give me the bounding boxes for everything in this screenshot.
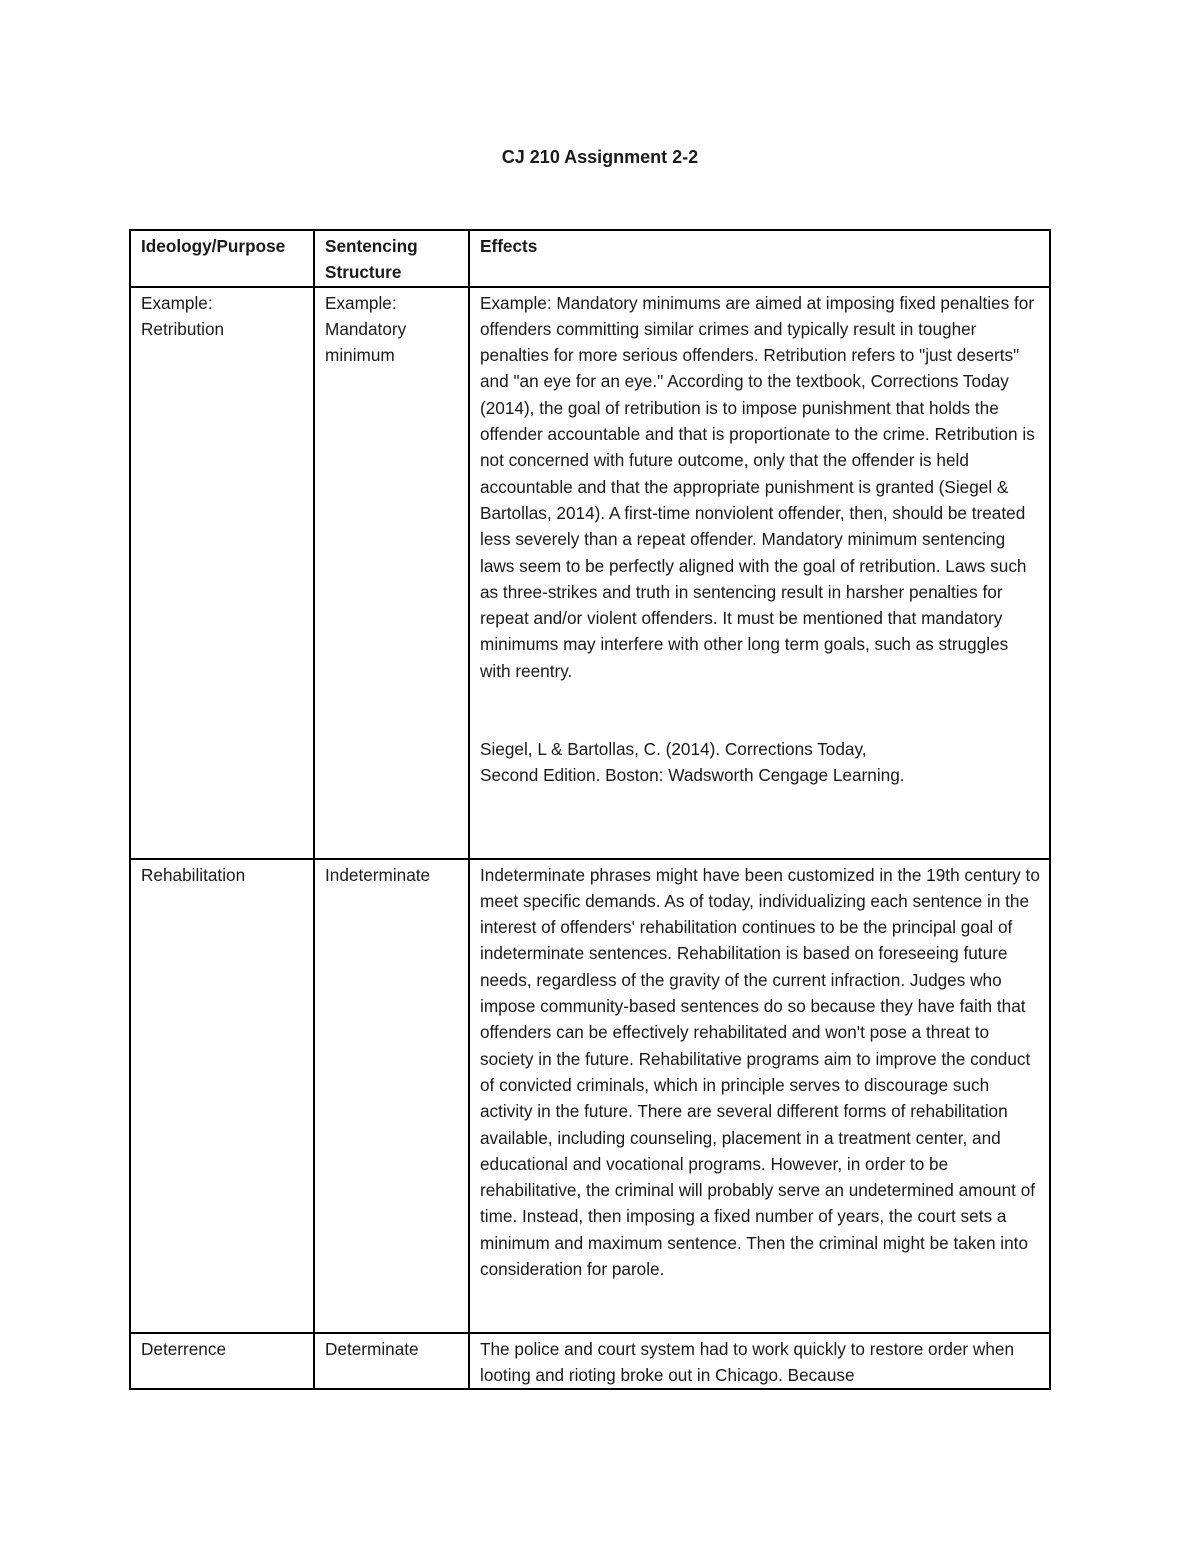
sentencing-table: [129, 229, 1051, 1390]
header-ideology-purpose: Ideology/Purpose: [130, 230, 314, 287]
ideology-cell: Rehabilitation: [130, 859, 314, 1333]
page-title: CJ 210 Assignment 2-2: [501, 147, 699, 167]
ideology-cell: Deterrence: [130, 1333, 314, 1390]
table-header-row: [130, 230, 1050, 287]
effects-text: Indeterminate phrases might have been customized in the 19th century to meet specific demands. As of today, individualizing each sentence in the interest of offenders' rehabilitation continues to be the principal goal of indeterminate sentences. Rehabilitation is based on foreseeing future needs, regardless of the gravity of the current infraction. Judges who impose community-based sentences do so because they have faith that offenders can be effectively rehabilitated and won't pose a threat to society in the future. Rehabilitative programs aim to improve the conduct of convicted criminals, which in principle serves to discourage such activity in the future. There are several different forms of rehabilitation available, including counseling, placement in a treatment center, and educational and vocational programs. However, in order to be rehabilitative, the criminal will probably serve an undetermined amount of time. Instead, then imposing a fixed number of years, the court sets a minimum and maximum sentence. Then the criminal might be taken into consideration for parole.: [480, 864, 1040, 1280]
ideology-cell: Example: Retribution: [130, 287, 314, 859]
header-effects: Effects: [469, 230, 1050, 287]
effects-cell: [469, 859, 1050, 1333]
effects-cell: [469, 1333, 1050, 1390]
effects-text: Example: Mandatory minimums are aimed at imposing fixed penalties for offenders committing similar crimes and typically result in tougher penalties for more serious offenders. Retribution refers to "just deserts" and "an eye for an eye." According to the textbook, Corrections Today (2014), the goal of retribution is to impose punishment that holds the offender accountable and that is proportionate to the crime. Retribution is not concerned with future outcome, only that the offender is held accountable and that the appropriate punishment is granted (Siegel & Bartollas, 2014). A first-time nonviolent offender, then, should be treated less severely than a repeat offender. Mandatory minimum sentencing laws seem to be perfectly aligned with the goal of retribution. Laws such as three-strikes and truth in sentencing result in harsher penalties for repeat and/or violent offenders. It must be mentioned that mandatory minimums may interfere with other long term goals, such as struggles with reentry.: [480, 292, 1035, 681]
effects-text: The police and court system had to work quickly to restore order when looting and rioting broke out in Chicago. Because: [480, 1338, 1015, 1385]
structure-cell: Indeterminate: [314, 859, 469, 1333]
header-sentencing-structure: Sentencing Structure: [314, 230, 469, 287]
structure-cell: Determinate: [314, 1333, 469, 1390]
reference-citation: Siegel, L & Bartollas, C. (2014). Corrections Today, Second Edition. Boston: Wadsworth Cengage Learning.: [480, 739, 905, 786]
table-row-rehabilitation: [130, 859, 1050, 1333]
effects-cell: [469, 287, 1050, 859]
structure-cell: Example: Mandatory minimum: [314, 287, 469, 859]
table-row-retribution: [130, 287, 1050, 859]
table-row-deterrence: [130, 1333, 1050, 1390]
